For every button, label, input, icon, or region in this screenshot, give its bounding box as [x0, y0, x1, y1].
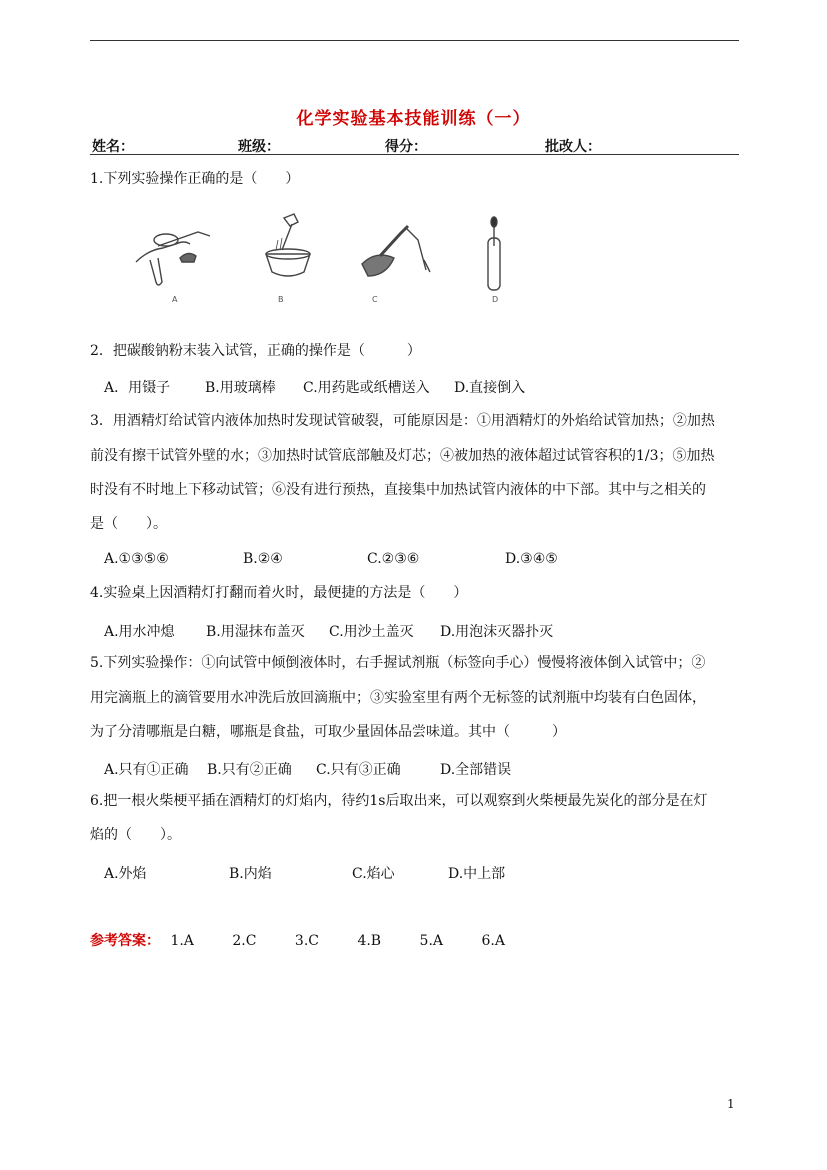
figure-label-d: D — [492, 295, 499, 304]
figure-label-c: C — [372, 295, 378, 304]
q2-option-b: B.用玻璃棒 — [205, 380, 276, 396]
question-2: 2．把碳酸钠粉末装入试管，正确的操作是（ ） — [90, 343, 421, 359]
page-title: 化学实验基本技能训练（一） — [296, 109, 531, 129]
question-3-line-4: 是（ ）。 — [90, 516, 167, 532]
q2-option-a: A．用镊子 — [104, 380, 171, 396]
figure-b — [266, 214, 310, 276]
header-rule — [90, 40, 739, 41]
q6-option-a: A.外焰 — [104, 866, 147, 882]
page-number: 1 — [727, 1097, 735, 1111]
figure-label-b: B — [278, 295, 284, 304]
question-3-line-3: 时没有不时地上下移动试管；⑥没有进行预热，直接集中加热试管内液体的中下部。其中与之相关的 — [90, 482, 706, 498]
question-6-line-2: 焰的（ ）。 — [90, 827, 181, 843]
question-3-line-2: 前没有擦干试管外壁的水；③加热时试管底部触及灯芯；④被加热的液体超过试管容积的1/3；⑤加热 — [90, 448, 715, 464]
q2-option-d: D.直接倒入 — [454, 380, 526, 396]
answer-key — [90, 930, 539, 950]
q5-option-a: A.只有①正确 — [104, 762, 189, 778]
grader-label: 批改人： — [545, 139, 601, 155]
q3-option-b: B.②④ — [243, 551, 283, 567]
q3-option-c: C.②③⑥ — [367, 551, 420, 567]
q6-option-b: B.内焰 — [229, 866, 272, 882]
answer-6: 6.A — [481, 933, 505, 949]
question-5-line-3: 为了分清哪瓶是白糖，哪瓶是食盐，可取少量固体品尝味道。其中（ ） — [90, 724, 566, 740]
answer-4: 4.B — [357, 933, 382, 949]
q5-option-b: B.只有②正确 — [207, 762, 292, 778]
q4-option-d: D.用泡沫灭器扑灭 — [440, 624, 554, 640]
class-label: 班级： — [238, 139, 280, 155]
figure-c — [362, 226, 430, 276]
question-5-line-2: 用完滴瓶上的滴管要用水冲洗后放回滴瓶中；③实验室里有两个无标签的试剂瓶中均装有白色固体， — [90, 690, 706, 706]
q6-option-d: D.中上部 — [448, 866, 506, 882]
figure-d — [488, 217, 500, 290]
question-3-line-1: 3．用酒精灯给试管内液体加热时发现试管破裂，可能原因是：①用酒精灯的外焰给试管加热；②加热 — [90, 413, 715, 429]
q4-option-b: B.用湿抹布盖灭 — [206, 624, 305, 640]
q5-option-d: D.全部错误 — [440, 762, 512, 778]
question-5-line-1: 5.下列实验操作：①向试管中倾倒液体时，右手握试剂瓶（标签向手心）慢慢将液体倒入试管中；② — [90, 655, 706, 671]
q1-figure — [128, 210, 528, 310]
answer-label: 参考答案： — [90, 933, 160, 949]
q6-option-c: C.焰心 — [352, 866, 395, 882]
question-6-line-1: 6.把一根火柴梗平插在酒精灯的灯焰内，待约1s后取出来，可以观察到火柴梗最先炭化的部分是在灯 — [90, 793, 708, 809]
name-label: 姓名： — [92, 139, 134, 155]
figure-label-a: A — [172, 295, 178, 304]
q2-option-c: C.用药匙或纸槽送入 — [303, 380, 430, 396]
answer-1: 1.A — [170, 933, 194, 949]
info-rule — [90, 154, 739, 155]
answer-5: 5.A — [419, 933, 444, 949]
question-4: 4.实验桌上因酒精灯打翻而着火时，最便捷的方法是（ ） — [90, 585, 468, 601]
q3-option-a: A.①③⑤⑥ — [104, 551, 169, 567]
answer-2: 2.C — [232, 933, 257, 949]
q5-option-c: C.只有③正确 — [316, 762, 401, 778]
answer-3: 3.C — [294, 933, 319, 949]
q4-option-a: A.用水冲熄 — [104, 624, 175, 640]
score-label: 得分： — [385, 139, 427, 155]
figure-a — [136, 232, 210, 285]
q4-option-c: C.用沙土盖灭 — [329, 624, 414, 640]
q3-option-d: D.③④⑤ — [505, 551, 558, 567]
question-1: 1.下列实验操作正确的是（ ） — [90, 171, 300, 187]
